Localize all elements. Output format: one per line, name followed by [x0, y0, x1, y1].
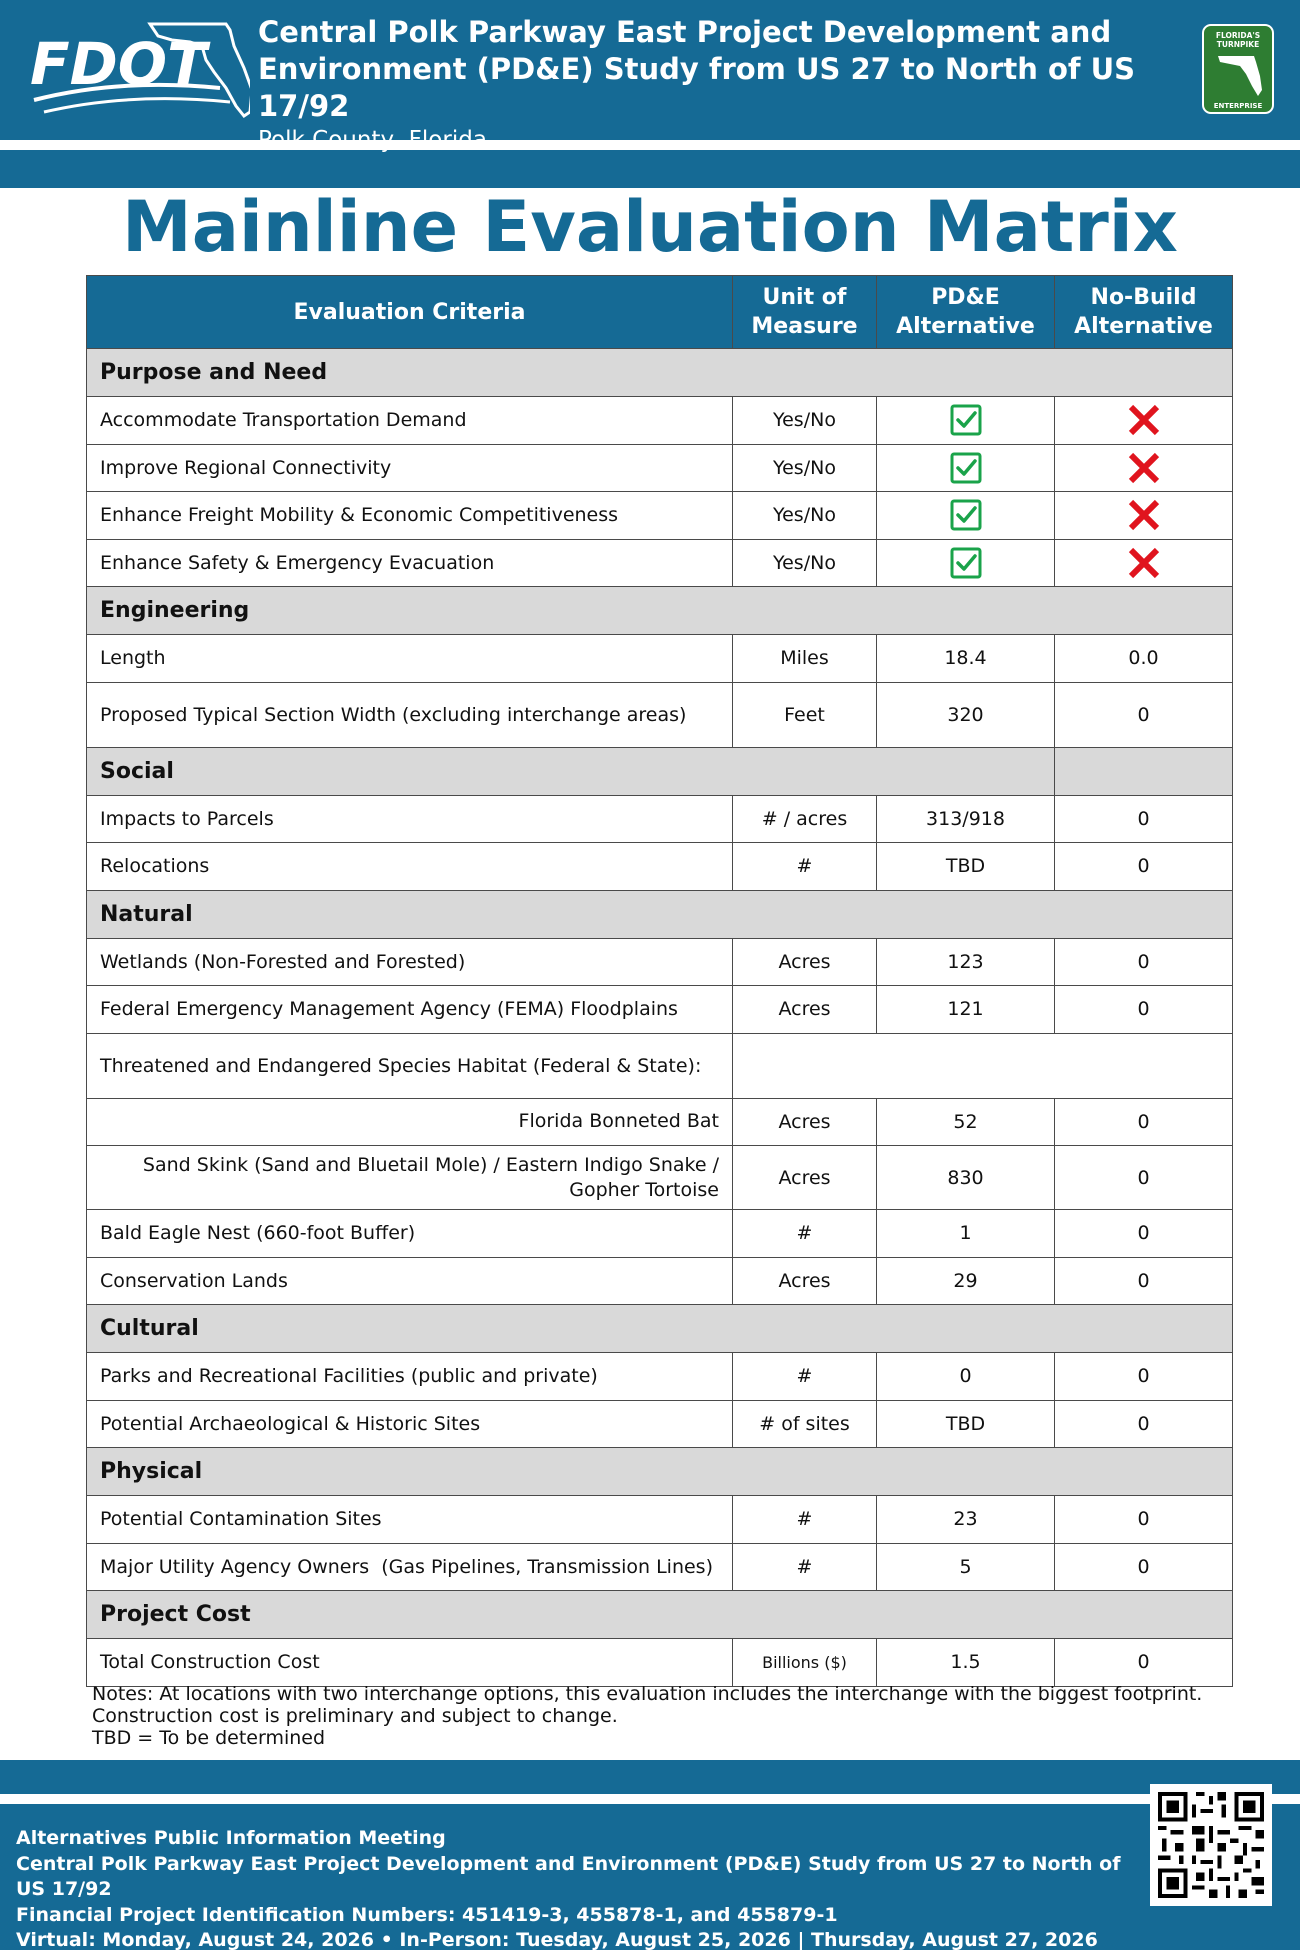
table-row [87, 1353, 1233, 1401]
red-x-icon [1055, 444, 1233, 492]
column-header-pde: PD&E Alternative [877, 276, 1055, 349]
notes-line: Construction cost is preliminary and subject to change. [92, 1705, 618, 1727]
pde-value-cell: TBD [877, 843, 1055, 891]
unit-cell: # / acres [733, 795, 877, 843]
header-text-block [258, 14, 1158, 155]
criteria-cell: Total Construction Cost [87, 1639, 733, 1687]
table-row [87, 843, 1233, 891]
nobuild-value-cell: 0 [1055, 795, 1233, 843]
pde-value-cell: 18.4 [877, 635, 1055, 683]
column-header-criteria: Evaluation Criteria [87, 276, 733, 349]
table-row [87, 492, 1233, 540]
header-subtitle: Polk County, Florida [258, 127, 487, 153]
unit-cell: # [733, 843, 877, 891]
table-row [87, 1400, 1233, 1448]
pde-value-cell: 23 [877, 1496, 1055, 1544]
table-row [87, 1098, 1233, 1146]
criteria-cell: Wetlands (Non-Forested and Forested) [87, 938, 733, 986]
section-row-natural [87, 890, 1233, 938]
table-row [87, 1210, 1233, 1258]
notes-line: TBD = To be determined [92, 1727, 326, 1749]
section-label: Engineering [87, 587, 1233, 635]
criteria-cell: Bald Eagle Nest (660-foot Buffer) [87, 1210, 733, 1258]
pde-value-cell: 320 [877, 682, 1055, 747]
nobuild-value-cell: 0.0 [1055, 635, 1233, 683]
section-label: Purpose and Need [87, 349, 1233, 397]
section-row-cultural [87, 1305, 1233, 1353]
nobuild-value-cell: 0 [1055, 1146, 1233, 1210]
column-header-unit: Unit of Measure [733, 276, 877, 349]
green-checkbox-icon [877, 444, 1055, 492]
svg-text:FDOT: FDOT [30, 30, 207, 98]
table-row [87, 1496, 1233, 1544]
unit-cell: Yes/No [733, 444, 877, 492]
nobuild-value-cell: 0 [1055, 1543, 1233, 1591]
svg-text:ENTERPRISE: ENTERPRISE [1213, 102, 1263, 110]
nobuild-value-cell: 0 [1055, 1400, 1233, 1448]
unit-cell: Feet [733, 682, 877, 747]
criteria-cell: Potential Archaeological & Historic Sites [87, 1400, 733, 1448]
nobuild-value-cell: 0 [1055, 1639, 1233, 1687]
section-label: Social [87, 747, 1055, 795]
species-heading-empty-cell [733, 1033, 1233, 1098]
unit-cell: Miles [733, 635, 877, 683]
pde-value-cell: 1 [877, 1210, 1055, 1258]
table-row [87, 1543, 1233, 1591]
section-row-social [87, 747, 1233, 795]
table-row [87, 539, 1233, 587]
fdot-logo [30, 16, 250, 120]
footer-meeting-dates: Virtual: Monday, August 24, 2026 • In-Person: Tuesday, August 25, 2026 | Thursday, August 27, 2026 [16, 1929, 1098, 1950]
qr-code-icon[interactable] [1150, 1784, 1272, 1906]
nobuild-value-cell: 0 [1055, 843, 1233, 891]
criteria-cell: Conservation Lands [87, 1257, 733, 1305]
table-header-row [87, 276, 1233, 349]
nobuild-value-cell: 0 [1055, 682, 1233, 747]
criteria-cell: Major Utility Agency Owners (Gas Pipelines, Transmission Lines) [87, 1543, 733, 1591]
footer-study-name: Central Polk Parkway East Project Development and Environment (PD&E) Study from US 27 to North of US 17/92 [16, 1852, 1121, 1900]
unit-cell: Acres [733, 1146, 877, 1210]
red-x-icon [1055, 397, 1233, 445]
pde-value-cell: 121 [877, 986, 1055, 1034]
unit-cell: # [733, 1496, 877, 1544]
section-label: Cultural [87, 1305, 1233, 1353]
species-heading-cell: Threatened and Endangered Species Habitat (Federal & State): [87, 1033, 733, 1098]
unit-cell: Acres [733, 1257, 877, 1305]
notes-block [92, 1683, 1242, 1749]
section-empty-cell [1055, 747, 1233, 795]
criteria-cell: Federal Emergency Management Agency (FEMA) Floodplains [87, 986, 733, 1034]
section-label: Physical [87, 1448, 1233, 1496]
pde-value-cell: 0 [877, 1353, 1055, 1401]
table-row [87, 1639, 1233, 1687]
pde-value-cell: 123 [877, 938, 1055, 986]
nobuild-value-cell: 0 [1055, 986, 1233, 1034]
section-row-engineering [87, 587, 1233, 635]
unit-cell: Yes/No [733, 492, 877, 540]
unit-cell: Acres [733, 986, 877, 1034]
unit-cell: # [733, 1353, 877, 1401]
table-row [87, 397, 1233, 445]
criteria-cell: Relocations [87, 843, 733, 891]
criteria-cell: Florida Bonneted Bat [87, 1098, 733, 1146]
section-label: Project Cost [87, 1591, 1233, 1639]
unit-cell: # [733, 1543, 877, 1591]
column-header-nobuild: No-Build Alternative [1055, 276, 1233, 349]
footer-fpid: Financial Project Identification Numbers: 451419-3, 455878-1, and 455879-1 [16, 1903, 838, 1926]
table-row [87, 444, 1233, 492]
table-row [87, 938, 1233, 986]
table-row [87, 682, 1233, 747]
pde-value-cell: 29 [877, 1257, 1055, 1305]
unit-cell: # [733, 1210, 877, 1258]
pde-value-cell: 830 [877, 1146, 1055, 1210]
notes-line: Notes: At locations with two interchange options, this evaluation includes the interchange with the biggest footprint. [92, 1683, 1203, 1705]
red-x-icon [1055, 539, 1233, 587]
table-row [87, 635, 1233, 683]
pde-value-cell: TBD [877, 1400, 1055, 1448]
green-checkbox-icon [877, 492, 1055, 540]
criteria-cell: Impacts to Parcels [87, 795, 733, 843]
section-row-physical [87, 1448, 1233, 1496]
species-heading-row [87, 1033, 1233, 1098]
header-stripe [0, 150, 1300, 188]
pde-value-cell: 5 [877, 1543, 1055, 1591]
unit-cell: Yes/No [733, 397, 877, 445]
green-checkbox-icon [877, 539, 1055, 587]
criteria-cell: Proposed Typical Section Width (excluding interchange areas) [87, 682, 733, 747]
footer-meeting-title: Alternatives Public Information Meeting [16, 1827, 446, 1849]
unit-cell: Acres [733, 1098, 877, 1146]
criteria-cell: Sand Skink (Sand and Bluetail Mole) / Eastern Indigo Snake / Gopher Tortoise [87, 1146, 733, 1210]
table-row [87, 1257, 1233, 1305]
table-row [87, 986, 1233, 1034]
red-x-icon [1055, 492, 1233, 540]
unit-cell: Yes/No [733, 539, 877, 587]
header-title-line1: Central Polk Parkway East Project Development and [258, 15, 1112, 49]
nobuild-value-cell: 0 [1055, 938, 1233, 986]
criteria-cell: Enhance Safety & Emergency Evacuation [87, 539, 733, 587]
section-row-cost [87, 1591, 1233, 1639]
table-row [87, 1146, 1233, 1210]
criteria-cell: Parks and Recreational Facilities (public and private) [87, 1353, 733, 1401]
florida-turnpike-logo [1202, 24, 1274, 114]
header-title-line2: Environment (PD&E) Study from US 27 to North of US 17/92 [258, 52, 1136, 123]
criteria-cell: Enhance Freight Mobility & Economic Competitiveness [87, 492, 733, 540]
criteria-cell: Accommodate Transportation Demand [87, 397, 733, 445]
nobuild-value-cell: 0 [1055, 1257, 1233, 1305]
unit-cell: Billions ($) [733, 1639, 877, 1687]
svg-text:FLORIDA'S: FLORIDA'S [1215, 31, 1261, 40]
pde-value-cell: 313/918 [877, 795, 1055, 843]
unit-cell: Acres [733, 938, 877, 986]
unit-cell: # of sites [733, 1400, 877, 1448]
criteria-cell: Potential Contamination Sites [87, 1496, 733, 1544]
footer-divider [0, 1794, 1300, 1804]
footer-stripe [0, 1760, 1300, 1794]
nobuild-value-cell: 0 [1055, 1353, 1233, 1401]
svg-text:TURNPIKE: TURNPIKE [1216, 40, 1260, 49]
green-checkbox-icon [877, 397, 1055, 445]
pde-value-cell: 52 [877, 1098, 1055, 1146]
nobuild-value-cell: 0 [1055, 1496, 1233, 1544]
footer-text-block [16, 1826, 1136, 1950]
page-title: Mainline Evaluation Matrix [122, 186, 1178, 268]
section-row-purpose [87, 349, 1233, 397]
criteria-cell: Improve Regional Connectivity [87, 444, 733, 492]
table-row [87, 795, 1233, 843]
nobuild-value-cell: 0 [1055, 1210, 1233, 1258]
section-label: Natural [87, 890, 1233, 938]
criteria-cell: Length [87, 635, 733, 683]
pde-value-cell: 1.5 [877, 1639, 1055, 1687]
nobuild-value-cell: 0 [1055, 1098, 1233, 1146]
evaluation-matrix-table [86, 275, 1233, 1687]
